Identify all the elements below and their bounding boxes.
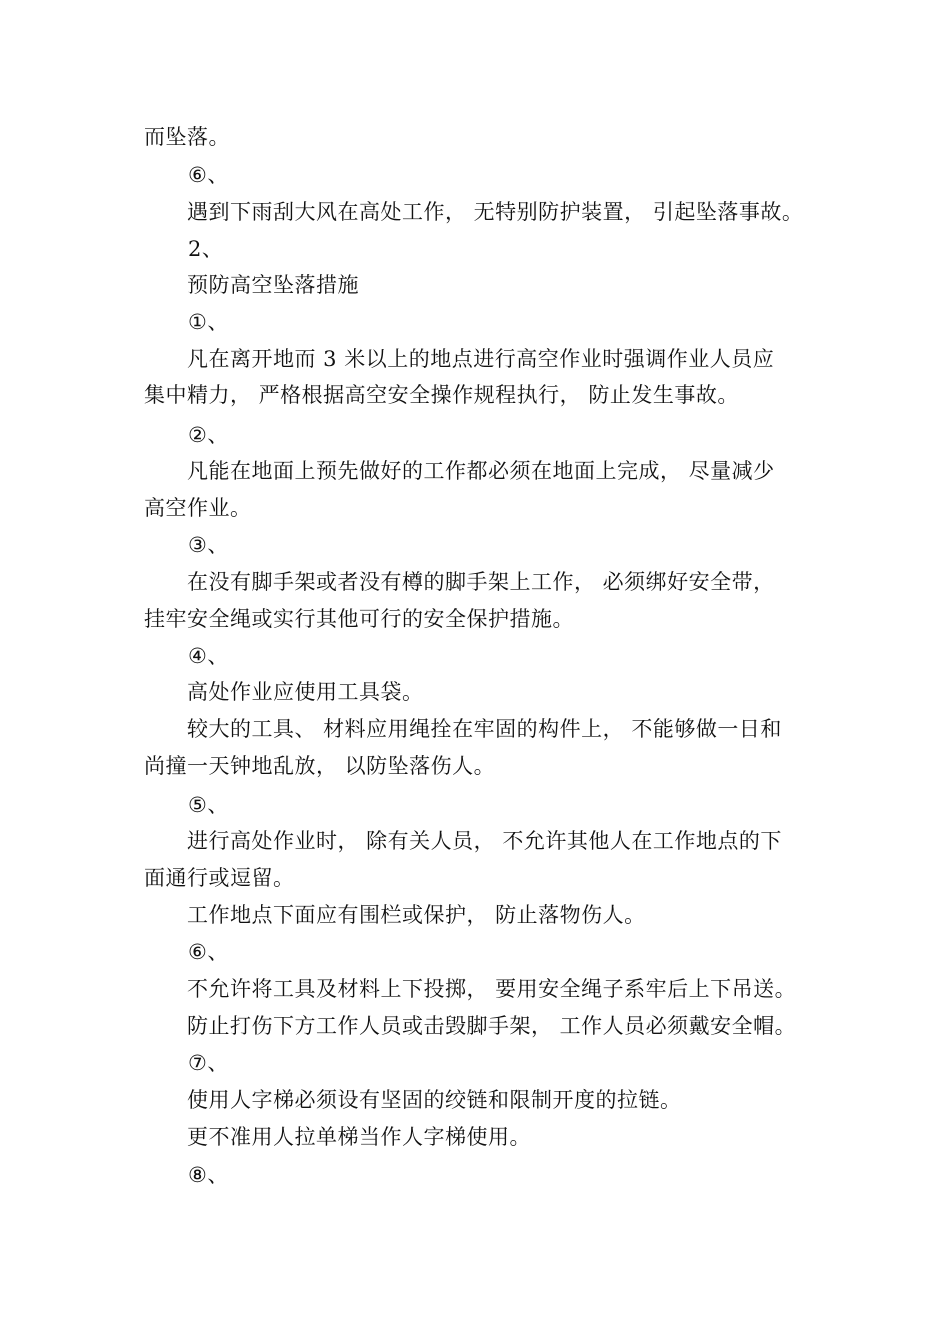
text-line: 使用人字梯必须设有坚固的绞链和限制开度的拉链。 xyxy=(187,1088,682,1112)
text-line: 尚撞一天钟地乱放， 以防坠落伤人。 xyxy=(144,754,496,778)
text-line: 较大的工具、 材料应用绳拴在牢固的构件上， 不能够做一日和 xyxy=(187,717,782,741)
text-line: 在没有脚手架或者没有樽的脚手架上工作， 必须绑好安全带， xyxy=(187,570,775,594)
text-line: 挂牢安全绳或实行其他可行的安全保护措施。 xyxy=(144,607,574,631)
text-line: 进行高处作业时， 除有关人员， 不允许其他人在工作地点的下 xyxy=(187,829,782,853)
list-marker: ⑤、 xyxy=(188,793,229,817)
text-line: 更不准用人拉单梯当作人字梯使用。 xyxy=(187,1125,531,1149)
text-line: 凡在离开地而 3 米以上的地点进行高空作业时强调作业人员应 xyxy=(187,347,775,371)
text-line: 工作地点下面应有围栏或保护， 防止落物伤人。 xyxy=(187,903,646,927)
text-line: 不允许将工具及材料上下投掷， 要用安全绳子系牢后上下吊送。 xyxy=(187,977,797,1001)
text-line: 高处作业应使用工具袋。 xyxy=(187,680,424,704)
text-line: 防止打伤下方工作人员或击毁脚手架， 工作人员必须戴安全帽。 xyxy=(187,1014,797,1038)
text-line: 面通行或逗留。 xyxy=(144,866,295,890)
list-marker: ②、 xyxy=(188,423,229,447)
list-marker: ④、 xyxy=(188,644,229,668)
text-line: 而坠落。 xyxy=(144,125,230,149)
list-marker: ①、 xyxy=(188,310,229,334)
section-heading: 预防高空坠落措施 xyxy=(187,273,359,297)
list-marker: ⑥、 xyxy=(188,940,229,964)
section-number: 2、 xyxy=(188,237,224,261)
text-line: 遇到下雨刮大风在高处工作， 无特别防护装置， 引起坠落事故。 xyxy=(187,200,804,224)
text-line: 高空作业。 xyxy=(144,496,252,520)
list-marker: ⑧、 xyxy=(188,1163,229,1187)
list-marker: ⑥、 xyxy=(188,163,229,187)
text-line: 凡能在地面上预先做好的工作都必须在地面上完成， 尽量减少 xyxy=(187,459,775,483)
text-line: 集中精力， 严格根据高空安全操作规程执行， 防止发生事故。 xyxy=(144,383,739,407)
list-marker: ③、 xyxy=(188,533,229,557)
list-marker: ⑦、 xyxy=(188,1051,229,1075)
